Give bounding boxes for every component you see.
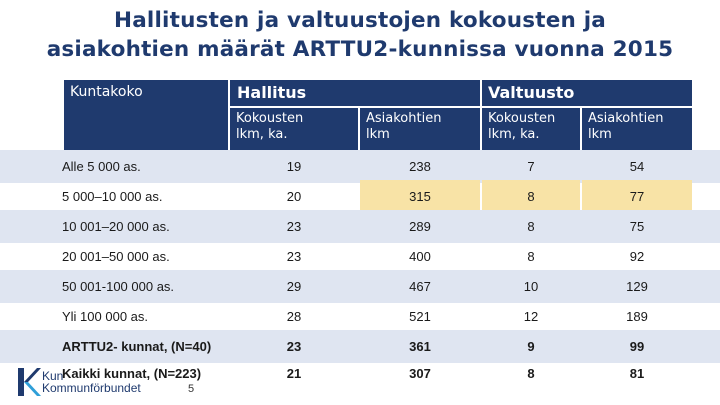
cell-hallitus-kokousten: 23: [286, 219, 302, 234]
cell-valtuusto-kokousten: 10: [523, 279, 539, 294]
subheader-valtuusto-kokousten: [482, 108, 580, 150]
cell-hallitus-kokousten: 19: [286, 159, 302, 174]
cell-valtuusto-asiakohtien: 129: [626, 279, 648, 294]
cell-hallitus-kokousten: 20: [286, 189, 302, 204]
row-label: ARTTU2- kunnat, (N=40): [62, 339, 212, 354]
row-label: Alle 5 000 as.: [62, 159, 141, 174]
row-label: 5 000–10 000 as.: [62, 189, 163, 204]
cell-hallitus-kokousten: 21: [286, 366, 302, 381]
cell-hallitus-asiakohtien: 400: [409, 249, 431, 264]
table-row: [0, 180, 720, 213]
table-row: [0, 150, 720, 183]
cell-hallitus-asiakohtien: 307: [409, 366, 431, 381]
cell-hallitus-kokousten: 23: [286, 339, 302, 354]
logo-text-line-1: Kun: [42, 369, 64, 383]
cell-valtuusto-kokousten: 9: [527, 339, 535, 354]
cell-valtuusto-asiakohtien: 54: [629, 159, 645, 174]
subheader-hallitus-asiakohtien: [360, 108, 480, 150]
subheader-valtuusto-asiakohtien: [582, 108, 692, 150]
table-row: [0, 240, 720, 273]
cell-valtuusto-asiakohtien: 92: [629, 249, 645, 264]
title-line-1: Hallitusten ja valtuustojen kokousten ja: [114, 8, 606, 33]
row-label: 20 001–50 000 as.: [62, 249, 170, 264]
cell-hallitus-kokousten: 28: [286, 309, 302, 324]
subheader-line: Kokousten: [236, 111, 304, 126]
cell-valtuusto-kokousten: 12: [523, 309, 539, 324]
cell-valtuusto-kokousten: 8: [527, 249, 535, 264]
row-label: Kaikki kunnat, (N=223): [62, 366, 202, 381]
cell-hallitus-kokousten: 23: [286, 249, 302, 264]
header-kuntakoko: Kuntakoko: [64, 80, 228, 150]
cell-valtuusto-asiakohtien: 189: [626, 309, 648, 324]
page-title: [0, 6, 720, 64]
cell-hallitus-asiakohtien: 315: [360, 180, 480, 213]
header-valtuusto: Valtuusto: [482, 80, 692, 106]
subheader-line: Asiakohtien: [588, 111, 664, 126]
row-label: 50 001-100 000 as.: [62, 279, 175, 294]
subheader-line: Asiakohtien: [366, 111, 442, 126]
subheader-line: lkm, ka.: [488, 127, 540, 142]
row-label: Yli 100 000 as.: [62, 309, 149, 324]
cell-hallitus-kokousten: 29: [286, 279, 302, 294]
table-row: [0, 270, 720, 303]
header-hallitus: Hallitus: [230, 80, 480, 106]
subheader-line: lkm, ka.: [236, 127, 288, 142]
cell-valtuusto-kokousten: 8: [482, 180, 580, 213]
cell-valtuusto-asiakohtien: 75: [629, 219, 645, 234]
subheader-hallitus-kokousten: [230, 108, 358, 150]
subheader-line: lkm: [588, 127, 612, 142]
kuntaliitto-logo-icon: [10, 364, 42, 398]
cell-valtuusto-kokousten: 8: [527, 219, 535, 234]
cell-hallitus-asiakohtien: 361: [409, 339, 431, 354]
logo-text: [42, 370, 141, 394]
cell-valtuusto-asiakohtien: 77: [582, 180, 692, 213]
cell-hallitus-asiakohtien: 289: [409, 219, 431, 234]
cell-hallitus-asiakohtien: 467: [409, 279, 431, 294]
cell-valtuusto-kokousten: 8: [527, 366, 535, 381]
page-number: 5: [188, 383, 195, 395]
cell-valtuusto-asiakohtien: 99: [629, 339, 645, 354]
title-line-2: asiakohtien määrät ARTTU2-kunnissa vuonna 2015: [46, 37, 674, 62]
subheader-line: Kokousten: [488, 111, 556, 126]
cell-hallitus-asiakohtien: 521: [409, 309, 431, 324]
logo-text-line-2: Kommunförbundet: [42, 381, 141, 395]
cell-valtuusto-kokousten: 7: [527, 159, 535, 174]
table-row: [0, 300, 720, 333]
cell-valtuusto-asiakohtien: 81: [629, 366, 645, 381]
subheader-line: lkm: [366, 127, 390, 142]
cell-hallitus-asiakohtien: 238: [409, 159, 431, 174]
table-row: [0, 210, 720, 243]
row-label: 10 001–20 000 as.: [62, 219, 170, 234]
